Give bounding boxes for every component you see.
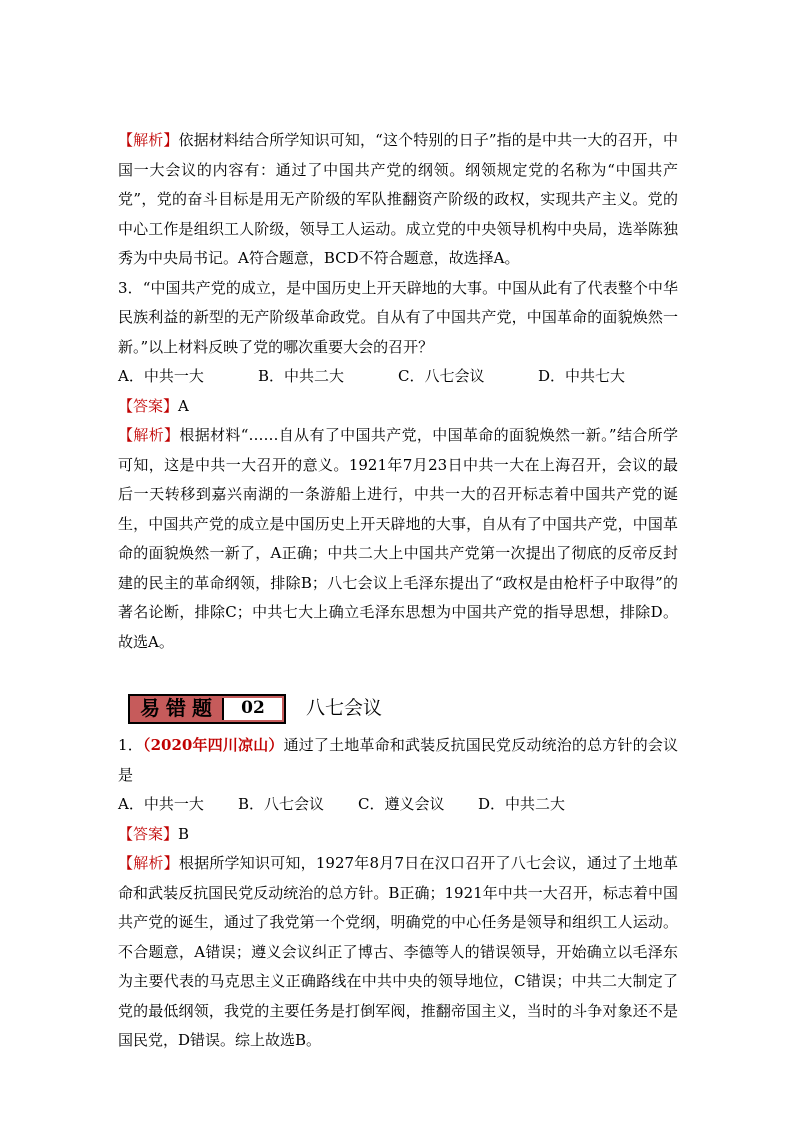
analysis-paragraph-1 [118,126,678,274]
answer-label: 【答案】 [118,824,179,843]
content-area [118,126,678,1056]
analysis-label: 【解析】 [118,854,179,872]
question-3-answer [118,392,678,422]
question-1-analysis [118,849,678,1056]
question-number: 1． [118,736,143,754]
option-a: A．中共一大 [118,795,204,813]
question-text: 通过了土地革命和武装反抗国民党反动统治的总方针的会议是 [118,736,679,784]
option-b: B．八七会议 [238,795,325,813]
option-d: D．中共七大 [538,367,626,385]
answer-value: A [178,396,189,415]
question-1-answer [118,820,678,850]
question-3-analysis [118,421,678,657]
option-b: B．中共二大 [258,367,345,385]
section-header [128,691,678,727]
analysis-label: 【解析】 [118,426,180,444]
section-number: 02 [222,698,282,720]
question-3-options [118,362,678,392]
answer-value: B [178,824,190,843]
question-1-options [118,790,678,820]
question-3-stem: 3．“中国共产党的成立，是中国历史上开天辟地的大事。中国从此有了代表整个中华民族利益的新型的无产阶级革命政党。自从有了中国共产党，中国革命的面貌焕然一新。”以上材料反映了党的哪次重要大会的召开？ [118,278,678,356]
question-source: （2020年四川凉山） [142,736,284,754]
analysis-text: 根据材料“……自从有了中国共产党，中国革命的面貌焕然一新。”结合所学可知，这是中共一大召开的意义。1921年7月23日中共一大在上海召开，会议的最后一天转移到嘉兴南湖的一条游船上进行，中共一大的召开标志着中国共产党的诞生，中国共产党的成立是中国历史上开天辟地的大事，自从有了中国共产党，中国革命的面貌焕然一新了，A正确；中共二大上中国共产党第一次提出了彻底的反帝反封建的民主的革命纲领，排除B；八七会议上毛泽东提出了“政权是由枪杆子中取得”的著名论断，排除C；中共七大上确立毛泽东思想为中国共产党的指导思想，排除D。故选A。 [118,426,678,651]
section-title: 八七会议 [306,697,383,720]
question-1-stem [118,731,678,790]
analysis-label: 【解析】 [118,131,179,149]
answer-label: 【答案】 [118,396,179,415]
option-c: C．八七会议 [398,367,485,385]
option-c: C．遵义会议 [358,795,445,813]
option-d: D．中共二大 [478,795,566,813]
option-a: A．中共一大 [118,367,204,385]
analysis-text: 根据所学知识可知，1927年8月7日在汉口召开了八七会议，通过了土地革命和武装反抗国民党反动统治的总方针。B正确；1921年中共一大召开，标志着中国共产党的诞生，通过了我党第一个党纲，明确党的中心任务是领导和组织工人运动。不合题意，A错误；遵义会议纠正了博古、李德等人的错误领导，开始确立以毛泽东为主要代表的马克思主义正确路线在中共中央的领导地位，C错误；中共二大制定了党的最低纲领，我党的主要任务是打倒军阀，推翻帝国主义，当时的斗争对象还不是国民党，D错误。综上故选B。 [118,854,678,1049]
section-badge [128,694,286,724]
section-label: 易错题 [132,698,222,720]
analysis-text: 依据材料结合所学知识可知，“这个特别的日子”指的是中共一大的召开，中国一大会议的内容有：通过了中国共产党的纲领。纲领规定党的名称为“中国共产党”，党的奋斗目标是用无产阶级的军队推翻资产阶级的政权，实现共产主义。党的中心工作是组织工人阶级，领导工人运动。成立党的中央领导机构中央局，选举陈独秀为中央局书记。A符合题意，BCD不符合题意，故选择A。 [118,131,678,267]
